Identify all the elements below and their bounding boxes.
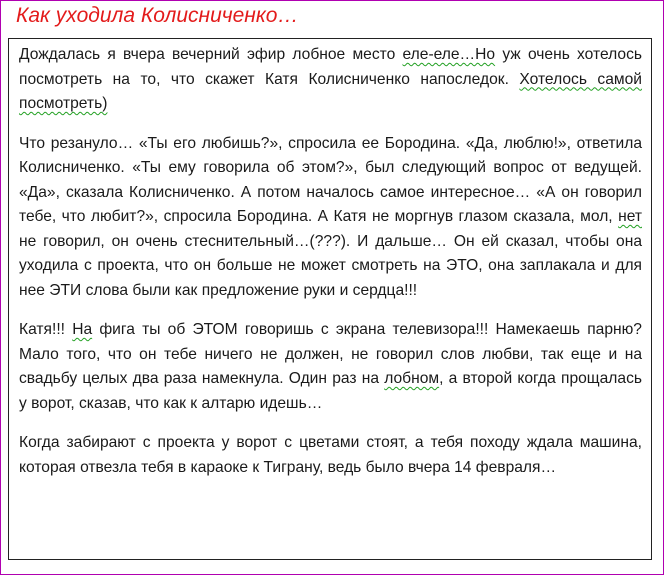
text-run: Когда забирают с проекта у ворот с цветами стоят, а тебя походу ждала машина, которая отвезла тебя в караоке к Тиграну, ведь было вчера 14 февраля… — [19, 434, 642, 476]
spellcheck-word: нет — [618, 208, 642, 225]
text-run: не говорил, он очень стеснительный…(???). И дальше… Он ей сказал, чтобы она уходила с проекта, что он больше не может смотреть на ЭТО, она заплакала и для нее ЭТИ слова были как предложение руки и сердца!!! — [19, 232, 642, 299]
spellcheck-word: еле-еле…Но — [402, 46, 496, 63]
text-run: , а второй когда прощалась у ворот, сказав, что как к алтарю идешь… — [19, 370, 642, 412]
paragraph-1 — [19, 43, 642, 117]
paragraph-4 — [19, 431, 642, 480]
spellcheck-word: Хотелось самой посмотреть) — [19, 70, 643, 112]
text-run: фига ты об ЭТОМ говоришь с экрана телевизора!!! Намекаешь парню? Мало того, что он тебе ничего не должен, не говорил слов любви, так еще и на свадьбу целых два раза намекнула. Один раз на — [19, 321, 642, 387]
text-run: Что резануло… «Ты его любишь?», спросила ее Бородина. «Да, люблю!», ответила Колисниченко. «Ты ему говорила об этом?», был следующий вопрос от ведущей. «Да», сказала Колисниченко. А потом началось самое интересное… «А он говорил тебе, что любит?», спросила Бородина. А Катя не моргнув глазом сказала, мол, — [19, 134, 642, 225]
page-title: Как уходила Колисниченко… — [16, 4, 299, 27]
text-run: Катя!!! — [19, 321, 73, 338]
text-run: уж очень хотелось посмотреть на то, что скажет Катя Колисниченко напоследок. — [19, 46, 642, 88]
spellcheck-word: На — [72, 321, 93, 338]
spellcheck-word: лобном — [384, 370, 440, 387]
paragraph-2 — [19, 132, 642, 304]
text-run: Дождалась я вчера вечерний эфир лобное место — [19, 46, 403, 63]
text-box — [8, 38, 652, 560]
paragraph-3 — [19, 318, 642, 416]
